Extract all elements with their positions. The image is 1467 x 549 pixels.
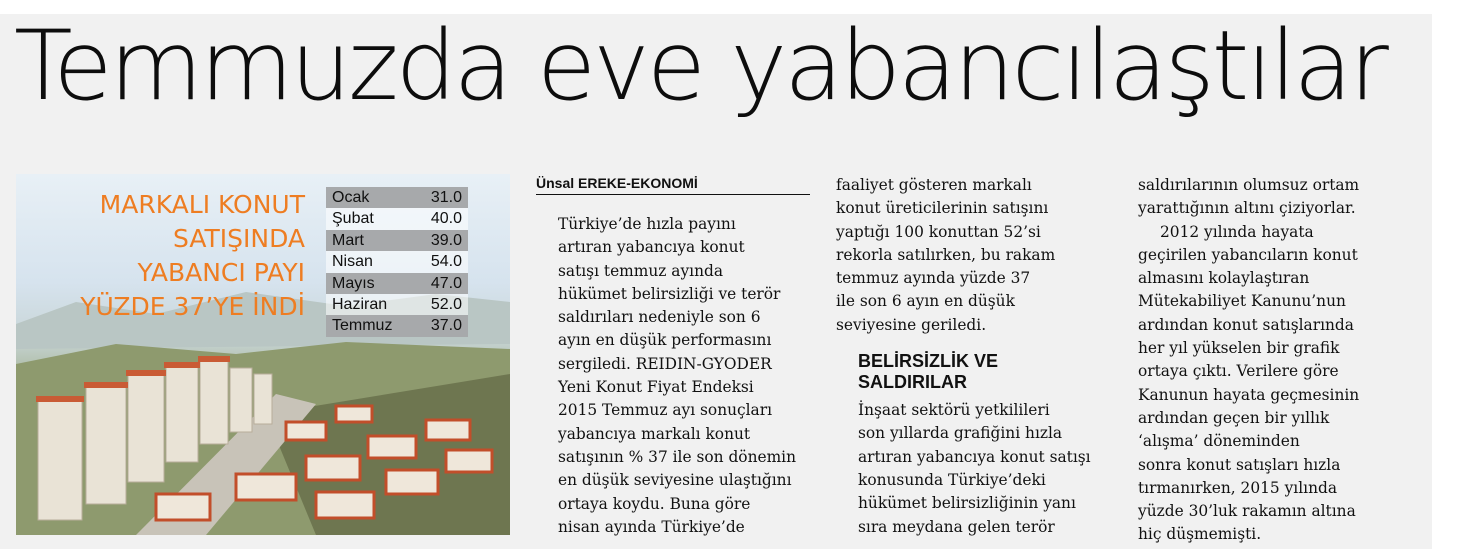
text-line: ardından konut satışlarında xyxy=(1138,315,1354,334)
text-line: ortaya koydu. Buna göre xyxy=(558,494,751,513)
text-line: artıran yabancıya konut xyxy=(558,238,745,257)
text-line: geçirilen yabancıların konut xyxy=(1138,245,1358,264)
text-line: yüzde 30’luk rakamın altına xyxy=(1138,502,1356,521)
text-line: ayın en düşük performasını xyxy=(558,331,772,350)
monthly-share-table xyxy=(326,187,468,337)
text-line: ile son 6 ayın en düşük xyxy=(836,292,1015,311)
text-line: ardından geçen bir yıllık xyxy=(1138,408,1330,427)
table-row xyxy=(326,187,468,208)
text-line: 2012 yılında hayata xyxy=(1160,222,1314,241)
text-line: almasını kolaylaştıran xyxy=(1138,269,1310,288)
text-line: yabancıya markalı konut xyxy=(558,424,751,443)
text-line: satışının % 37 ile son dönemin xyxy=(558,447,797,466)
paragraph xyxy=(836,174,1121,337)
month-cell: Mart xyxy=(332,231,364,249)
text-line: saldırılarının olumsuz ortam xyxy=(1138,176,1360,194)
text-line: saldırıları nedeniyle son 6 xyxy=(558,308,761,327)
text-line: hiç düşmemişti. xyxy=(1138,525,1262,544)
text-line: yarattığının altını çiziyorlar. xyxy=(1138,199,1356,218)
byline: Ünsal EREKE-EKONOMİ xyxy=(536,174,810,195)
month-cell: Temmuz xyxy=(332,317,393,335)
text-line: 2015 Temmuz ayı sonuçları xyxy=(558,401,773,420)
headline: Temmuzda eve yabancılaştılar xyxy=(14,10,1386,122)
text-line: son yıllarda grafiğini hızla xyxy=(858,424,1063,443)
text-line: faaliyet gösteren markalı xyxy=(836,176,1032,194)
month-cell: Haziran xyxy=(332,295,388,313)
text-line: tırmanırken, 2015 yılında xyxy=(1138,478,1338,497)
table-row xyxy=(326,251,468,272)
text-line: konusunda Türkiye’deki xyxy=(858,470,1046,489)
value-cell: 31.0 xyxy=(430,189,462,206)
text-line: Mütekabiliyet Kanunu’nun xyxy=(1138,292,1346,311)
text-line: artıran yabancıya konut satışı xyxy=(858,447,1091,466)
text-line: yaptığı 100 konuttan 52’si xyxy=(836,222,1041,241)
text-line: her yıl yükselen bir grafik xyxy=(1138,339,1340,358)
text-line: Türkiye’de hızla payını xyxy=(558,215,736,233)
text-line: hükümet belirsizliği ve terör xyxy=(558,284,781,303)
value-cell: 52.0 xyxy=(430,295,462,313)
table-row xyxy=(326,230,468,251)
value-cell: 54.0 xyxy=(430,253,462,271)
text-line: Yeni Konut Fiyat Endeksi xyxy=(558,378,754,397)
text-line: satışı temmuz ayında xyxy=(558,261,724,280)
text-line: nisan ayında Türkiye’de xyxy=(558,517,745,536)
text-line: SALDIRILAR xyxy=(858,372,967,393)
paragraph xyxy=(1138,174,1423,547)
article-column-2 xyxy=(836,174,1121,539)
text-line: seviyesine geriledi. xyxy=(836,315,987,334)
text-line: BELİRSİZLİK VE xyxy=(858,351,999,372)
text-line: sıra meydana gelen terör xyxy=(858,517,1055,536)
table-row xyxy=(326,273,468,294)
infobox-title-line: SATIŞINDA xyxy=(173,224,305,253)
text-line: ortaya çıktı. Verilere göre xyxy=(1138,362,1339,381)
paragraph xyxy=(536,213,816,539)
value-cell: 47.0 xyxy=(430,274,462,292)
housing-photo-infobox xyxy=(16,174,510,535)
text-line: hükümet belirsizliğinin yanı xyxy=(858,494,1076,513)
table-row xyxy=(326,208,468,229)
infobox-title-line: MARKALI KONUT xyxy=(99,190,305,219)
text-line: İnşaat sektörü yetkilileri xyxy=(858,401,1050,420)
month-cell: Ocak xyxy=(332,189,370,206)
article-column-1 xyxy=(536,174,816,539)
value-cell: 40.0 xyxy=(430,210,462,228)
text-line: sergiledi. REIDIN-GYODER xyxy=(558,354,772,373)
text-line: rekorla satılırken, bu rakam xyxy=(836,245,1056,264)
text-line: temmuz ayında yüzde 37 xyxy=(836,269,1031,288)
infobox-title-line: YÜZDE 37’YE İNDİ xyxy=(80,292,305,321)
article-column-3 xyxy=(1138,174,1423,547)
value-cell: 37.0 xyxy=(430,317,462,335)
paragraph xyxy=(836,399,1121,539)
text-line: konut üreticilerinin satışını xyxy=(836,199,1049,218)
infobox-title xyxy=(80,188,305,324)
subheading xyxy=(858,351,1121,393)
month-cell: Mayıs xyxy=(332,274,375,292)
text-line: sonra konut satışları hızla xyxy=(1138,455,1341,474)
table-row xyxy=(326,294,468,315)
text-line: ‘alışma’ döneminden xyxy=(1138,432,1300,451)
value-cell: 39.0 xyxy=(430,231,462,249)
text-line: en düşük seviyesine ulaştığını xyxy=(558,471,792,490)
infobox-title-line: YABANCI PAYI xyxy=(137,258,305,287)
table-row xyxy=(326,315,468,336)
text-line: Kanunun hayata geçmesinin xyxy=(1138,385,1360,404)
month-cell: Nisan xyxy=(332,253,373,271)
month-cell: Şubat xyxy=(332,210,374,228)
